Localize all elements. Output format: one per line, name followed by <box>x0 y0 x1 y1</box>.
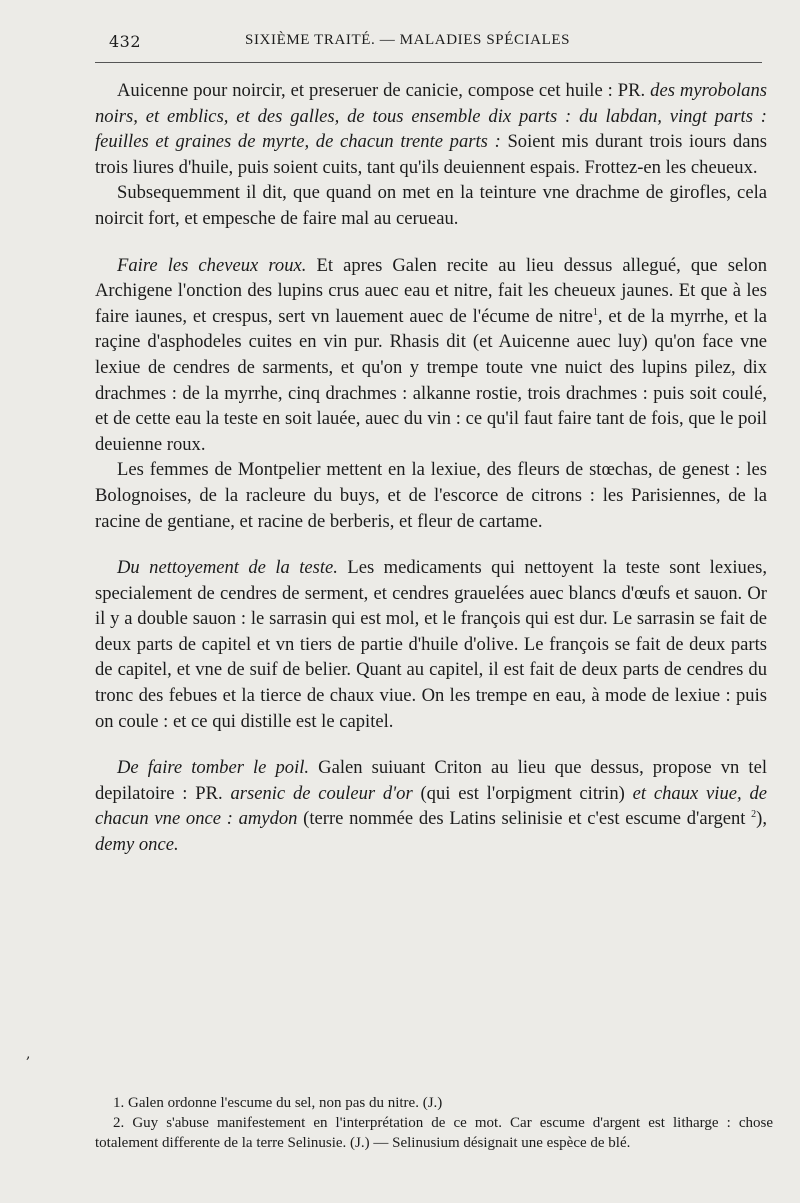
running-title: SIXIÈME TRAITÉ. — MALADIES SPÉCIALES <box>245 32 571 48</box>
paragraph-cheveux-roux: Faire les cheveux roux. Et apres Galen recite au lieu dessus allegué, que selon Archigene l'onction des lupins crus auec eau et nitre, fait les cheueux jaunes. Et que à les faire iaunes, et crespus, sert vn lauement auec de l'écume de nitre$^1$, et de la myrrhe, et la raçine d'asphodeles cuites en vin pur. Rhasis dit (et Auicenne auec luy) qu'on face vne lexiue de cendres de sarments, et qu'on y trempe toute vne nuict des lupins pilez, dix drachmes : de la myrrhe, cinq drachmes : alkanne rostie, trois drachmes : puis soit coulé, et de cette eau la teste en soit lauée, auec du vin : ce qu'il faut faire tant de fois, que le poil deuienne roux. <box>95 254 767 455</box>
main-text <box>95 78 767 858</box>
paragraph-nettoyement: Du nettoyement de la teste. Les medicaments qui nettoyent la teste sont lexiues, specialement de cendres de serment, et cendres grauelées auec blancs d'œufs et sauon. Or il y a double sauon : le sarrasin qui est mol, et le françois qui est dur. Le sarrasin se fait de deux parts de capitel et vn tiers de partie d'huile d'olive. Le françois se fait de deux parts de capitel, et vne de suif de belier. Quant au capitel, il est fait de deux parts de cendres du tronc des febues et la tierce de chaux viue. On les trempe en eau, à mode de lexiue : puis on coule : et ce qui distille est le capitel. <box>95 557 767 732</box>
paragraph-girofles: Subsequemment il dit, que quand on met en la teinture vne drachme de girofles, cela noircit fort, et empesche de faire mal au cerueau. <box>95 182 767 229</box>
footnote-ref-2: 2 <box>751 809 757 821</box>
header-rule <box>95 62 762 63</box>
section-heading: Du nettoyement de la teste. <box>117 557 338 579</box>
section-heading: De faire tomber le poil. <box>117 757 310 779</box>
paragraph-depilatoire: De faire tomber le poil. Galen suiuant Criton au lieu que dessus, propose vn tel depilatoire : PR. arsenic de couleur d'or (qui est l'orpigment citrin) et chaux viue, de chacun vne once : amydon (terre nommée des Latins selinisie et c'est escume d'argent $^2$), demy once. <box>95 757 768 856</box>
section-heading: Faire les cheveux roux. <box>117 254 307 276</box>
paragraph-femmes: Les femmes de Montpelier mettent en la lexiue, des fleurs de stœchas, de genest : les Bolognoises, de la racleure du buys, et de l'escorce de citrons : les Parisiennes, de la racine de gentiane, et racine de berberis, et fleur de cartame. <box>95 459 767 532</box>
margin-mark: , <box>26 1046 31 1062</box>
footnotes <box>95 1094 773 1153</box>
footnote-ref-1: 1 <box>592 306 598 318</box>
footnote-2: 2. Guy s'abuse manifestement en l'interprétation de ce mot. Car escume d'argent est litharge : chose totalement differente de la terre Selinusie. (J.) — Selinusium désignait une espèce de blé. <box>95 1114 773 1151</box>
page-number: 432 <box>109 32 142 51</box>
footnote-1: 1. Galen ordonne l'escume du sel, non pas du nitre. (J.) <box>113 1095 443 1111</box>
paragraph-oil-recipe: Auicenne pour noircir, et preseruer de canicie, compose cet huile : PR. des myrobolans noirs, et emblics, et des galles, de tous ensemble dix parts : du labdan, vingt parts : feuilles et graines de myrte, de chacun trente parts : Soient mis durant trois iours dans trois liures d'huile, puis soient cuits, tant qu'ils deuiennent espais. Frottez-en les cheueux. <box>95 80 768 178</box>
running-header <box>95 28 762 54</box>
